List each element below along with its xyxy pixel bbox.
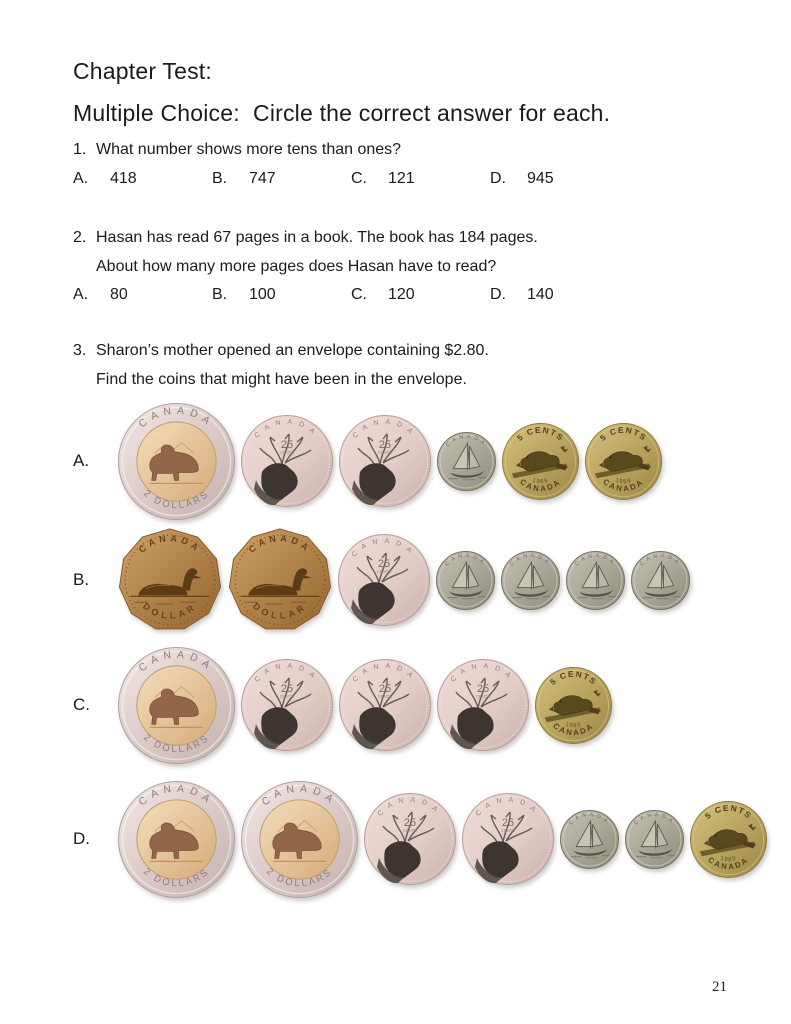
question-1 xyxy=(73,141,791,188)
answer-row-d[interactable] xyxy=(73,773,791,905)
question-2-text-line2: About how many more pages does Hasan have to read? xyxy=(96,258,497,275)
coin-quarter xyxy=(240,658,334,752)
question-1-choices xyxy=(73,170,791,188)
coin-toonie xyxy=(117,402,236,521)
coin-dime xyxy=(436,431,497,492)
coin-quarter xyxy=(338,658,432,752)
question-1-text: What number shows more tens than ones? xyxy=(96,141,402,158)
coin-toonie xyxy=(117,780,236,899)
question-3 xyxy=(73,342,791,389)
coin-nickel xyxy=(534,666,613,745)
answer-row-a-label: A. xyxy=(73,451,90,470)
coin-quarter xyxy=(240,414,334,508)
answer-row-b[interactable] xyxy=(73,523,791,637)
coin-dime xyxy=(435,550,496,611)
page-subtitle: Multiple Choice: Circle the correct answer for each. xyxy=(73,100,611,126)
coin-toonie xyxy=(240,780,359,899)
choice-1-c[interactable]: C. 121 xyxy=(351,170,415,187)
answer-row-d-label: D. xyxy=(73,829,90,848)
coin-nickel xyxy=(501,422,580,501)
answer-row-c[interactable] xyxy=(73,642,791,768)
coin-quarter xyxy=(461,792,555,886)
answer-row-a[interactable] xyxy=(73,399,791,523)
answer-row-c-label: C. xyxy=(73,695,90,714)
question-3-number: 3. xyxy=(73,342,87,359)
answer-row-c-coins xyxy=(117,646,613,765)
choice-2-a[interactable]: A. 80 xyxy=(73,286,128,303)
question-2 xyxy=(73,229,791,304)
coin-loonie xyxy=(117,527,223,633)
coin-loonie xyxy=(227,527,333,633)
coin-dime xyxy=(500,550,561,611)
coin-dime xyxy=(559,809,620,870)
page-title: Chapter Test: xyxy=(73,58,212,84)
coin-quarter xyxy=(337,533,431,627)
choice-1-a[interactable]: A. 418 xyxy=(73,170,137,187)
question-3-text-line2: Find the coins that might have been in the envelope. xyxy=(96,371,467,388)
coin-nickel xyxy=(584,422,663,501)
answer-row-a-coins xyxy=(117,402,663,521)
question-2-choices xyxy=(73,286,791,304)
coin-dime xyxy=(565,550,626,611)
page-number: 21 xyxy=(712,979,727,995)
question-2-text: Hasan has read 67 pages in a book. The book has 184 pages. xyxy=(96,229,538,246)
choice-1-d[interactable]: D. 945 xyxy=(490,170,554,187)
choice-2-c[interactable]: C. 120 xyxy=(351,286,415,303)
coin-quarter xyxy=(436,658,530,752)
answer-row-b-coins xyxy=(117,527,691,633)
coin-quarter xyxy=(363,792,457,886)
choice-2-d[interactable]: D. 140 xyxy=(490,286,554,303)
coin-dime xyxy=(630,550,691,611)
choice-2-b[interactable]: B. 100 xyxy=(212,286,276,303)
coin-dime xyxy=(624,809,685,870)
question-2-number: 2. xyxy=(73,229,87,246)
coin-toonie xyxy=(117,646,236,765)
coin-nickel xyxy=(689,800,768,879)
question-1-number: 1. xyxy=(73,141,87,158)
answer-row-b-label: B. xyxy=(73,570,90,589)
coin-quarter xyxy=(338,414,432,508)
answer-row-d-coins xyxy=(117,780,768,899)
choice-1-b[interactable]: B. 747 xyxy=(212,170,276,187)
question-3-text: Sharon’s mother opened an envelope containing $2.80. xyxy=(96,342,489,359)
